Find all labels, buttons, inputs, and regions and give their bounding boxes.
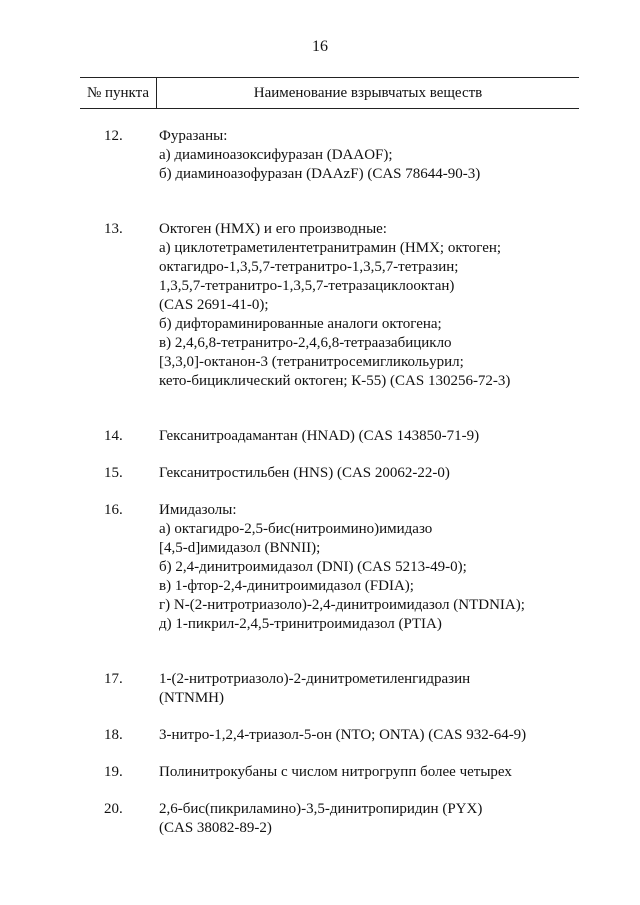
item-line: а) циклотетраметилентетранитрамин (HMX; октоген; xyxy=(159,240,502,256)
item-number: 19. xyxy=(104,764,123,780)
item-line: г) N-(2-нитротриазоло)-2,4-динитроимидазол (NTDNIA); xyxy=(159,597,525,613)
substance-list xyxy=(0,127,640,838)
list-item xyxy=(0,501,640,634)
item-line: (NTNMH) xyxy=(159,690,224,706)
item-description xyxy=(159,127,589,184)
item-number: 20. xyxy=(104,801,123,817)
item-line: б) дифтораминированные аналоги октогена; xyxy=(159,316,442,332)
item-line: Гексанитростильбен (HNS) (CAS 20062-22-0) xyxy=(159,465,450,481)
item-line: Фуразаны: xyxy=(159,128,228,144)
item-line: (CAS 2691-41-0); xyxy=(159,297,269,313)
list-item xyxy=(0,427,640,446)
list-item xyxy=(0,464,640,483)
item-line: Имидазолы: xyxy=(159,502,237,518)
item-line: Полинитрокубаны с числом нитрогрупп более четырех xyxy=(159,764,512,780)
item-line: в) 1-фтор-2,4-динитроимидазол (FDIA); xyxy=(159,578,414,594)
table-header xyxy=(80,77,579,109)
item-line: 3-нитро-1,2,4-триазол-5-он (NTO; ONTA) (CAS 932-64-9) xyxy=(159,727,527,743)
list-item xyxy=(0,670,640,708)
item-line: [4,5-d]имидазол (BNNII); xyxy=(159,540,321,556)
page-number: 16 xyxy=(312,38,328,55)
item-number: 16. xyxy=(104,502,123,518)
item-line: б) диаминоазофуразан (DAAzF) (CAS 78644-90-3) xyxy=(159,166,481,182)
list-item xyxy=(0,800,640,838)
item-line: 2,6-бис(пикриламино)-3,5-динитропиридин (PYX) xyxy=(159,801,483,817)
item-description xyxy=(159,464,589,483)
item-description xyxy=(159,427,589,446)
item-description xyxy=(159,220,589,391)
item-line: кето-бициклический октоген; К-55) (CAS 130256-72-3) xyxy=(159,373,511,389)
item-line: а) октагидро-2,5-бис(нитроимино)имидазо xyxy=(159,521,433,537)
item-line: Гексанитроадамантан (HNAD) (CAS 143850-71-9) xyxy=(159,428,480,444)
item-line: а) диаминоазоксифуразан (DAAOF); xyxy=(159,147,393,163)
item-number: 13. xyxy=(104,221,123,237)
header-item-number: № пункта xyxy=(80,78,157,108)
item-line: 1,3,5,7-тетранитро-1,3,5,7-тетразациклооктан) xyxy=(159,278,455,294)
item-line: б) 2,4-динитроимидазол (DNI) (CAS 5213-49-0); xyxy=(159,559,467,575)
item-line: октагидро-1,3,5,7-тетранитро-1,3,5,7-тетразин; xyxy=(159,259,459,275)
item-number: 15. xyxy=(104,465,123,481)
item-line: (CAS 38082-89-2) xyxy=(159,820,272,836)
item-number: 14. xyxy=(104,428,123,444)
list-item xyxy=(0,220,640,391)
item-number: 17. xyxy=(104,671,123,687)
item-line: Октоген (HMX) и его производные: xyxy=(159,221,387,237)
item-number: 18. xyxy=(104,727,123,743)
item-description xyxy=(159,726,589,745)
item-line: в) 2,4,6,8-тетранитро-2,4,6,8-тетраазабицикло xyxy=(159,335,452,351)
item-line: [3,3,0]-октанон-3 (тетранитросемигликольурил; xyxy=(159,354,464,370)
item-description xyxy=(159,501,589,634)
item-description xyxy=(159,670,589,708)
list-item xyxy=(0,763,640,782)
item-number: 12. xyxy=(104,128,123,144)
item-line: 1-(2-нитротриазоло)-2-динитрометиленгидразин xyxy=(159,671,471,687)
item-description xyxy=(159,800,589,838)
list-item xyxy=(0,127,640,184)
list-item xyxy=(0,726,640,745)
item-description xyxy=(159,763,589,782)
item-line: д) 1-пикрил-2,4,5-тринитроимидазол (PTIA) xyxy=(159,616,442,632)
header-substance-name: Наименование взрывчатых веществ xyxy=(253,85,483,101)
